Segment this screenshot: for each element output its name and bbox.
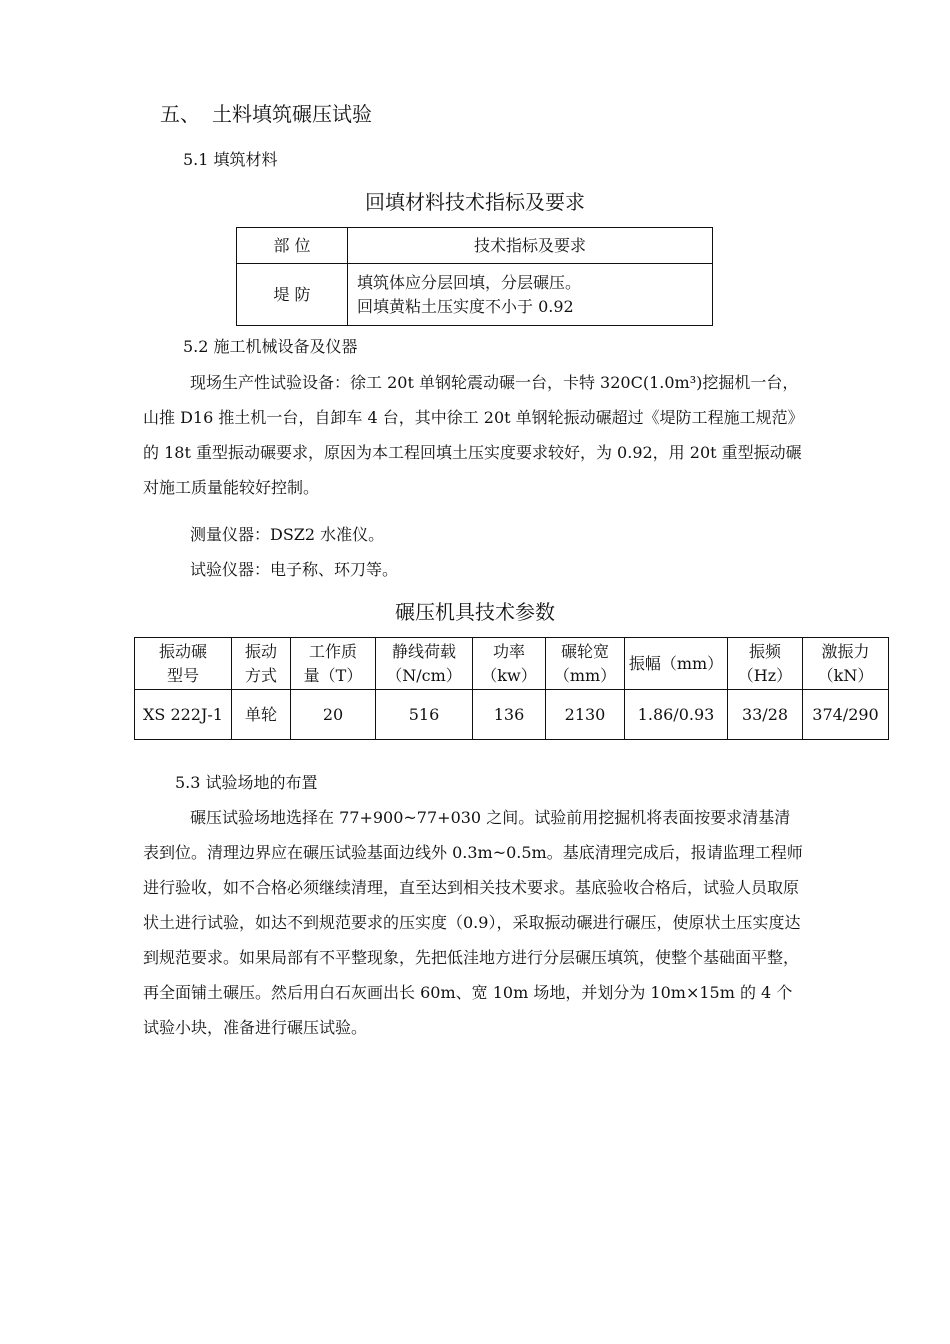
table-header-cell: 部 位 [237,228,348,264]
roller-parameters-table [134,637,889,740]
subsection-heading-5-2: 5.2 施工机械设备及仪器 [183,337,358,356]
header-line: 静线荷载 [391,641,456,661]
table-row [237,264,713,326]
paragraph-text: 碾压试验场地选择在 77+900~77+030 之间。试验前用挖掘机将表面按要求清基清表到位。清理边界应在碾压试验基面边线外 0.3m~0.5m。基底清理完成后，报请监理工程师进行验收，如不合格必须继续清理，直至达到相关技术要求。基底验收合格后，试验人员取原状土进行试验，如达不到规范要求的压实度（0.9），采取振动碾进行碾压，使原状土压实度达到规范要求。如果局部有不平整现象，先把低洼地方进行分层碾压填筑，使整个基础面平整，再全面铺土碾压。然后用白石灰画出长 60m、宽 10m 场地，并划分为 10m×15m 的 4 个试验小块，准备进行碾压试验。 [143,808,803,1037]
header-line: （kN） [817,665,874,685]
table-header-cell [135,638,232,690]
table-cell: 136 [473,690,546,740]
table-header-cell [546,638,625,690]
site-layout-paragraph [143,800,803,1045]
header-line: 碾轮宽 [560,641,609,661]
section-number: 五、 [160,102,200,126]
subsection-heading-5-3: 5.3 试验场地的布置 [175,773,318,792]
table-header-cell [376,638,473,690]
table-cell: XS 222J-1 [135,690,232,740]
header-line: 激振力 [821,641,870,661]
header-line: 型号 [166,665,199,685]
table-header-row [237,228,713,264]
header-line: 方式 [244,665,277,685]
backfill-requirements-table [236,227,713,326]
table1-caption: 回填材料技术指标及要求 [365,190,585,214]
table-header-cell [728,638,803,690]
table-header-cell [473,638,546,690]
table-cell-part: 堤 防 [237,264,348,326]
table-header-cell [625,638,728,690]
header-line: 量（T） [303,665,363,685]
table-cell: 20 [291,690,376,740]
paragraph-text: 现场生产性试验设备：徐工 20t 单钢轮震动碾一台，卡特 320C(1.0m³)挖掘机一台，山推 D16 推土机一台，自卸车 4 台，其中徐工 20t 单钢轮振动碾超过《堤防工程施工规范》的 18t 重型振动碾要求，原因为本工程回填土压实度要求较好，为 0.92，用 20t 重型振动碾对施工质量能较好控制。 [143,373,802,497]
requirement-line: 填筑体应分层回填，分层碾压。 [357,272,582,292]
equipment-paragraph [143,365,803,505]
table-header-cell: 技术指标及要求 [348,228,713,264]
header-line: 振幅（mm） [628,653,724,673]
table-header-cell [291,638,376,690]
table-row [135,690,889,740]
table-cell: 516 [376,690,473,740]
header-line: （mm） [553,665,617,685]
header-line: （N/cm） [386,665,462,685]
header-line: 功率 [492,641,525,661]
table-header-cell [803,638,889,690]
testing-instrument-line: 试验仪器：电子称、环刀等。 [190,560,399,579]
header-line: （kw） [481,665,537,685]
section-heading [160,98,372,127]
section-title: 土料填筑碾压试验 [212,102,372,126]
table-cell-requirements [348,264,713,326]
header-line: 振动 [244,641,277,661]
table-header-row [135,638,889,690]
header-line: 振频 [748,641,781,661]
table-cell: 单轮 [232,690,291,740]
requirement-line: 回填黄粘土压实度不小于 0.92 [357,296,574,316]
header-line: （Hz） [737,665,793,685]
header-line: 振动碾 [158,641,207,661]
header-line: 工作质 [308,641,357,661]
table-cell: 33/28 [728,690,803,740]
subsection-heading-5-1: 5.1 填筑材料 [183,150,278,169]
table-cell: 2130 [546,690,625,740]
table-cell: 1.86/0.93 [625,690,728,740]
measuring-instrument-line: 测量仪器：DSZ2 水准仪。 [190,525,385,544]
table2-caption: 碾压机具技术参数 [395,600,555,624]
table-cell: 374/290 [803,690,889,740]
table-header-cell [232,638,291,690]
